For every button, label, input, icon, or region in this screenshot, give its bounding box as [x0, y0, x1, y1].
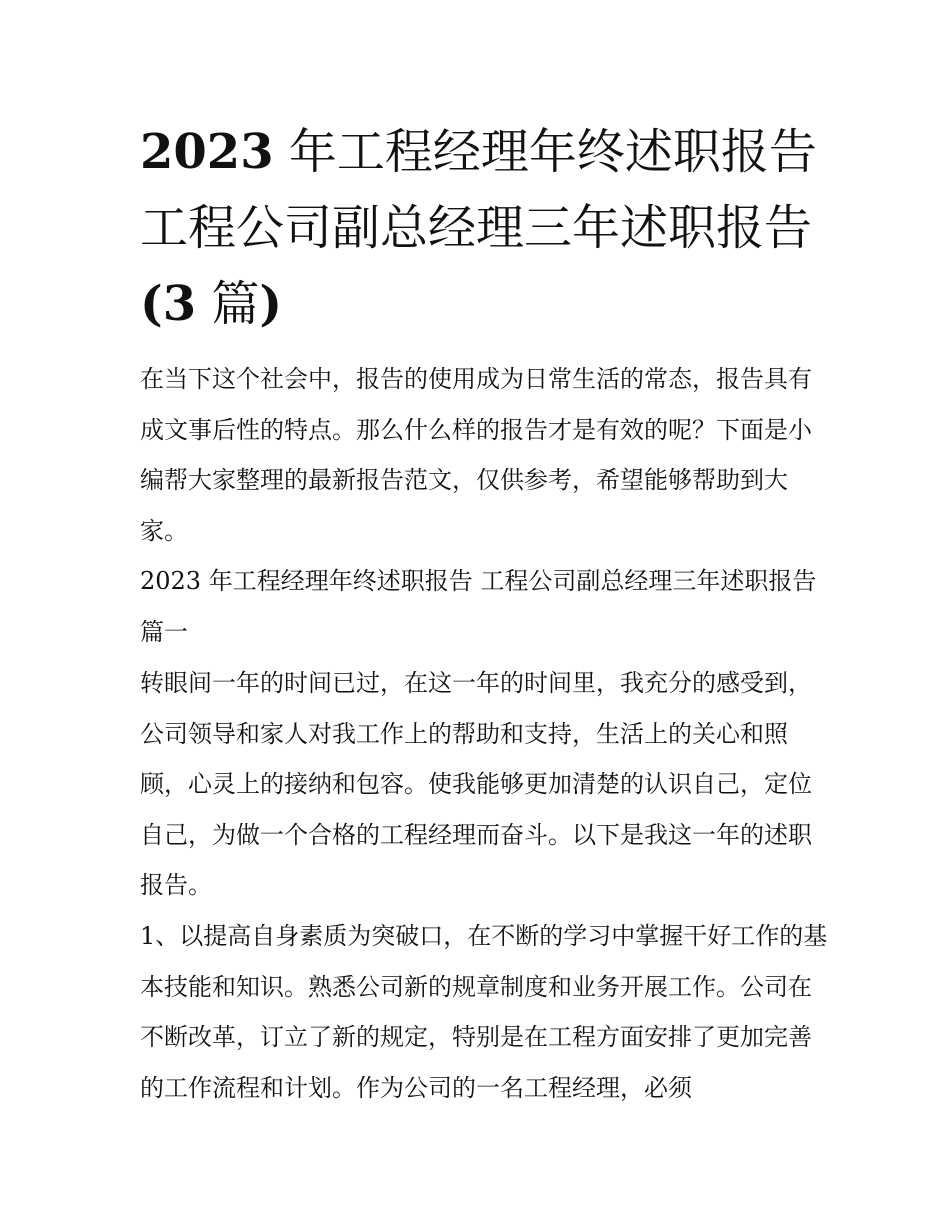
body-paragraph-2: 1、以提高自身素质为突破口，在不断的学习中掌握干好工作的基本技能和知识。熟悉公司新的规章制度和业务开展工作。公司在不断改革，订立了新的规定，特别是在工程方面安排了更加完善的工作流程和计划。作为公司的一名工程经理，必须 — [140, 922, 828, 1102]
title-count-unit: 篇 — [196, 276, 260, 332]
intro-paragraph: 在当下这个社会中，报告的使用成为日常生活的常态，报告具有成文事后性的特点。那么什么样的报告才是有效的呢？下面是小编帮大家整理的最新报告范文，仅供参考，希望能够帮助到大家。 — [140, 365, 812, 545]
title-count-open: (3 — [140, 276, 197, 332]
title-count-close: ) — [259, 276, 283, 332]
title-year: 2023 — [140, 124, 274, 180]
body-paragraph-1: 转眼间一年的时间已过，在这一年的时间里，我充分的感受到，公司领导和家人对我工作上的帮助和支持，生活上的关心和照顾，心灵上的接纳和包容。使我能够更加清楚的认识自己，定位自己，为做一个合格的工程经理而奋斗。以下是我这一年的述职报告。 — [140, 669, 812, 899]
title-text: 年工程经理年终述职报告 工程公司副总经理三年述职报告 — [140, 124, 817, 256]
section-heading: 2023 年工程经理年终述职报告 工程公司副总经理三年述职报告篇一 — [140, 567, 817, 646]
document-title — [140, 114, 830, 342]
